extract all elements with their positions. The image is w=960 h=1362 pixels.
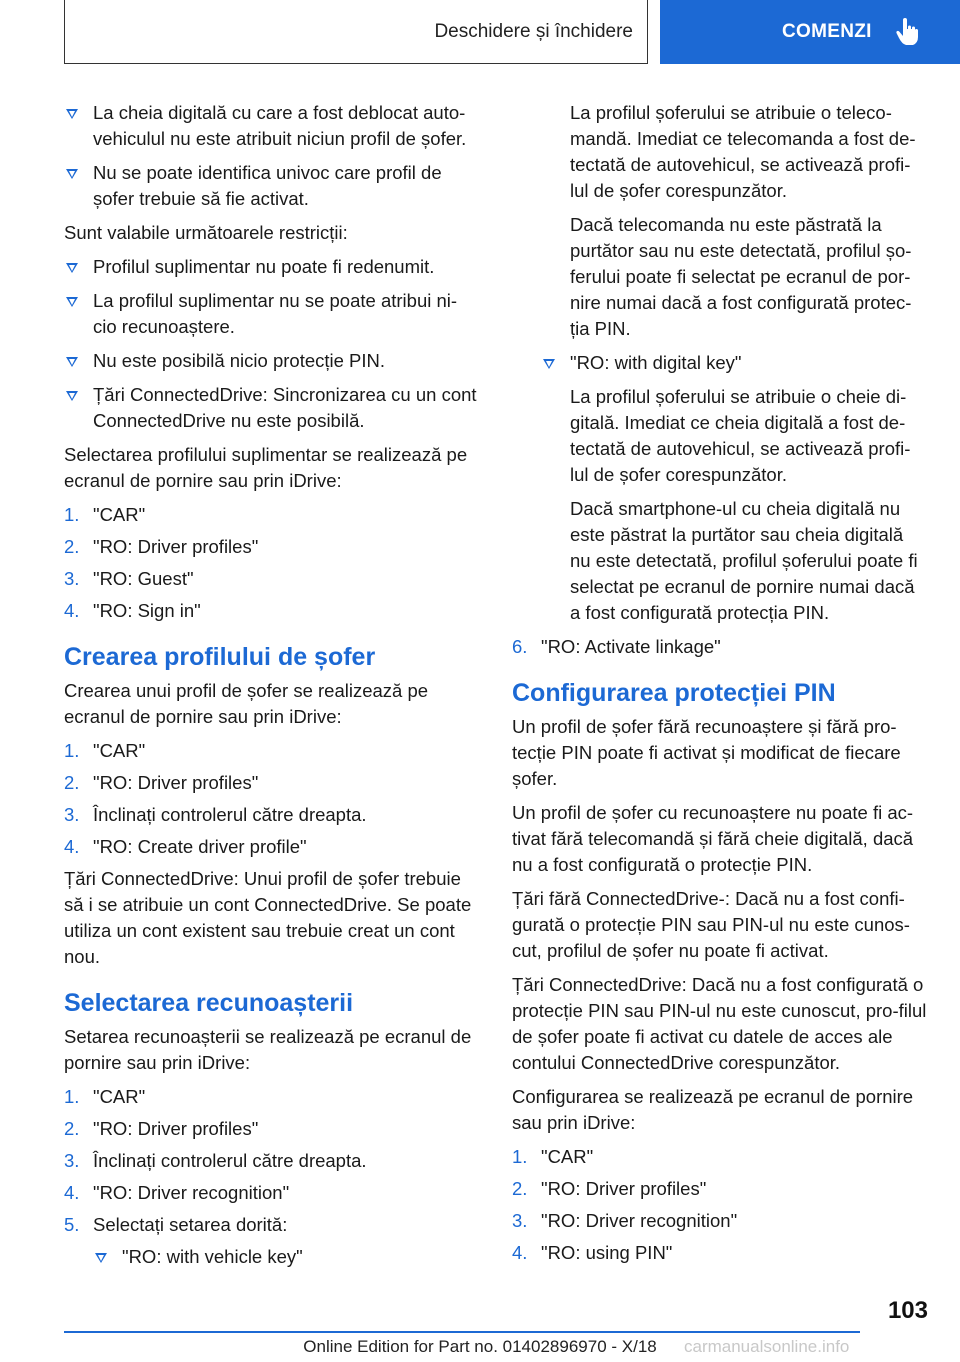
section-heading: Configurarea protecției PIN — [512, 679, 836, 707]
list-item: 2. "RO: Driver profiles" — [64, 536, 259, 557]
list-item: 4. "RO: Create driver profile" — [64, 836, 307, 857]
numbered-list — [64, 1084, 480, 1238]
watermark: carmanualsonline.info — [684, 1337, 850, 1356]
paragraph: Un profil de șofer cu recunoaștere nu poate fi ac-tivat fără telecomandă și fără cheie digitală, dacă nu a fost configurată o protecție PIN. — [512, 802, 914, 875]
list-item: 2. "RO: Driver profiles" — [64, 1118, 259, 1139]
right-column — [512, 100, 928, 1272]
section-title: Deschidere și închidere — [434, 20, 633, 42]
list-item: 3. "RO: Guest" — [64, 568, 194, 589]
chapter-tab-label: COMENZI — [782, 21, 872, 42]
paragraph: Țări ConnectedDrive: Unui profil de șofer trebuie să i se atribuie un cont ConnectedDrive. Se poate utiliza un cont existent sau trebuie creat un cont nou. — [64, 868, 472, 967]
list-item: 4. "RO: Driver recognition" — [64, 1182, 290, 1203]
list-item: 3. Înclinați controlerul către dreapta. — [64, 1150, 367, 1171]
triangle-bullet-icon — [66, 169, 78, 179]
triangle-bullet-icon — [95, 1253, 107, 1263]
paragraph: Crearea unui profil de șofer se realizează pe ecranul de pornire sau prin iDrive: — [64, 680, 429, 727]
triangle-bullet-icon — [66, 357, 78, 367]
list-item: 4. "RO: Sign in" — [64, 600, 201, 621]
list-item: 2. "RO: Driver profiles" — [512, 1178, 707, 1199]
paragraph: Un profil de șofer fără recunoaștere și fără pro-tecție PIN poate fi activat și modificat de fiecare șofer. — [512, 716, 901, 789]
triangle-bullet-icon — [66, 263, 78, 273]
triangle-bullet-icon — [66, 391, 78, 401]
paragraph: Dacă telecomanda nu este păstrată la purtător sau nu este detectată, profilul șo-ferului poate fi selectat pe ecranul de por-nire numai dacă a fost configurată protec-ția PIN. — [570, 214, 912, 339]
list-item: 6. "RO: Activate linkage" — [512, 636, 721, 657]
section-header — [64, 0, 648, 64]
paragraph: Selectarea profilului suplimentar se realizează pe ecranul de pornire sau prin iDrive: — [64, 444, 468, 491]
footer-edition: Online Edition for Part no. 01402896970 - X/18 — [303, 1337, 657, 1356]
left-column — [64, 100, 480, 1278]
bullet-item: Nu se poate identifica univoc care profil de șofer trebuie să fie activat. — [64, 160, 480, 212]
numbered-list — [512, 1144, 928, 1266]
paragraph: Țări ConnectedDrive: Dacă nu a fost configurată o protecție PIN sau PIN-ul nu este cunoscut, pro-filul de șofer poate fi activat cu datele de acces ale contului ConnectedDrive corespunzător. — [512, 974, 927, 1073]
list-item: 4. "RO: using PIN" — [512, 1242, 673, 1263]
paragraph: Setarea recunoașterii se realizează pe ecranul de pornire sau prin iDrive: — [64, 1026, 472, 1073]
paragraph: La profilul șoferului se atribuie o cheie di-gitală. Imediat ce cheia digitală a fost de-tectată de autovehicul, se activează profi-lul de șofer corespunzător. — [570, 386, 911, 485]
bullet-item: Țări ConnectedDrive: Sincronizarea cu un cont ConnectedDrive nu este posibilă. — [64, 382, 480, 434]
numbered-list — [64, 738, 480, 860]
page-number: 103 — [887, 1297, 928, 1324]
bullet-item: Nu este posibilă nicio protecție PIN. — [64, 348, 480, 374]
section-heading: Selectarea recunoașterii — [64, 989, 354, 1017]
list-item: 3. "RO: Driver recognition" — [512, 1210, 738, 1231]
list-item: 1. "CAR" — [64, 504, 146, 525]
list-item: 5. Selectați setarea dorită: — [64, 1214, 288, 1235]
list-item: 3. Înclinați controlerul către dreapta. — [64, 804, 367, 825]
triangle-bullet-icon — [66, 109, 78, 119]
bullet-item: La cheia digitală cu care a fost deblocat auto-vehiculul nu este atribuit niciun profil de șofer. — [64, 100, 480, 152]
numbered-list — [64, 502, 480, 624]
triangle-bullet-icon — [543, 359, 555, 369]
bullet-item: Profilul suplimentar nu poate fi redenumit. — [64, 254, 480, 280]
chapter-tab[interactable] — [660, 0, 960, 64]
paragraph: Dacă smartphone-ul cu cheia digitală nu este păstrat la purtător sau cheia digitală nu este detectată, profilul șoferului poate fi selectat pe ecranul de pornire numai dacă a fost configurată protecția PIN. — [570, 498, 918, 623]
bullet-item: La profilul suplimentar nu se poate atribui ni-cio recunoaștere. — [64, 288, 480, 340]
list-item: 2. "RO: Driver profiles" — [64, 772, 259, 793]
paragraph: Configurarea se realizează pe ecranul de pornire sau prin iDrive: — [512, 1086, 914, 1133]
bullet-item: "RO: with vehicle key" — [93, 1244, 480, 1270]
paragraph: Țări fără ConnectedDrive-: Dacă nu a fost confi-gurată o protecție PIN sau PIN-ul nu este cunos-cut, profilul de șofer nu poate fi activat. — [512, 888, 910, 961]
list-item: 1. "CAR" — [512, 1146, 594, 1167]
paragraph: La profilul șoferului se atribuie o teleco-mandă. Imediat ce telecomanda a fost de-tectată de autovehicul, se activează profi-lul de șofer corespunzător. — [570, 102, 916, 201]
paragraph: Sunt valabile următoarele restricții: — [64, 222, 348, 243]
section-heading: Crearea profilului de șofer — [64, 643, 376, 671]
bullet-item: "RO: with digital key" — [541, 350, 928, 376]
list-item: 1. "CAR" — [64, 740, 146, 761]
footer-divider — [64, 1331, 860, 1333]
triangle-bullet-icon — [66, 297, 78, 307]
hand-pointer-icon — [896, 18, 918, 46]
list-item: 1. "CAR" — [64, 1086, 146, 1107]
